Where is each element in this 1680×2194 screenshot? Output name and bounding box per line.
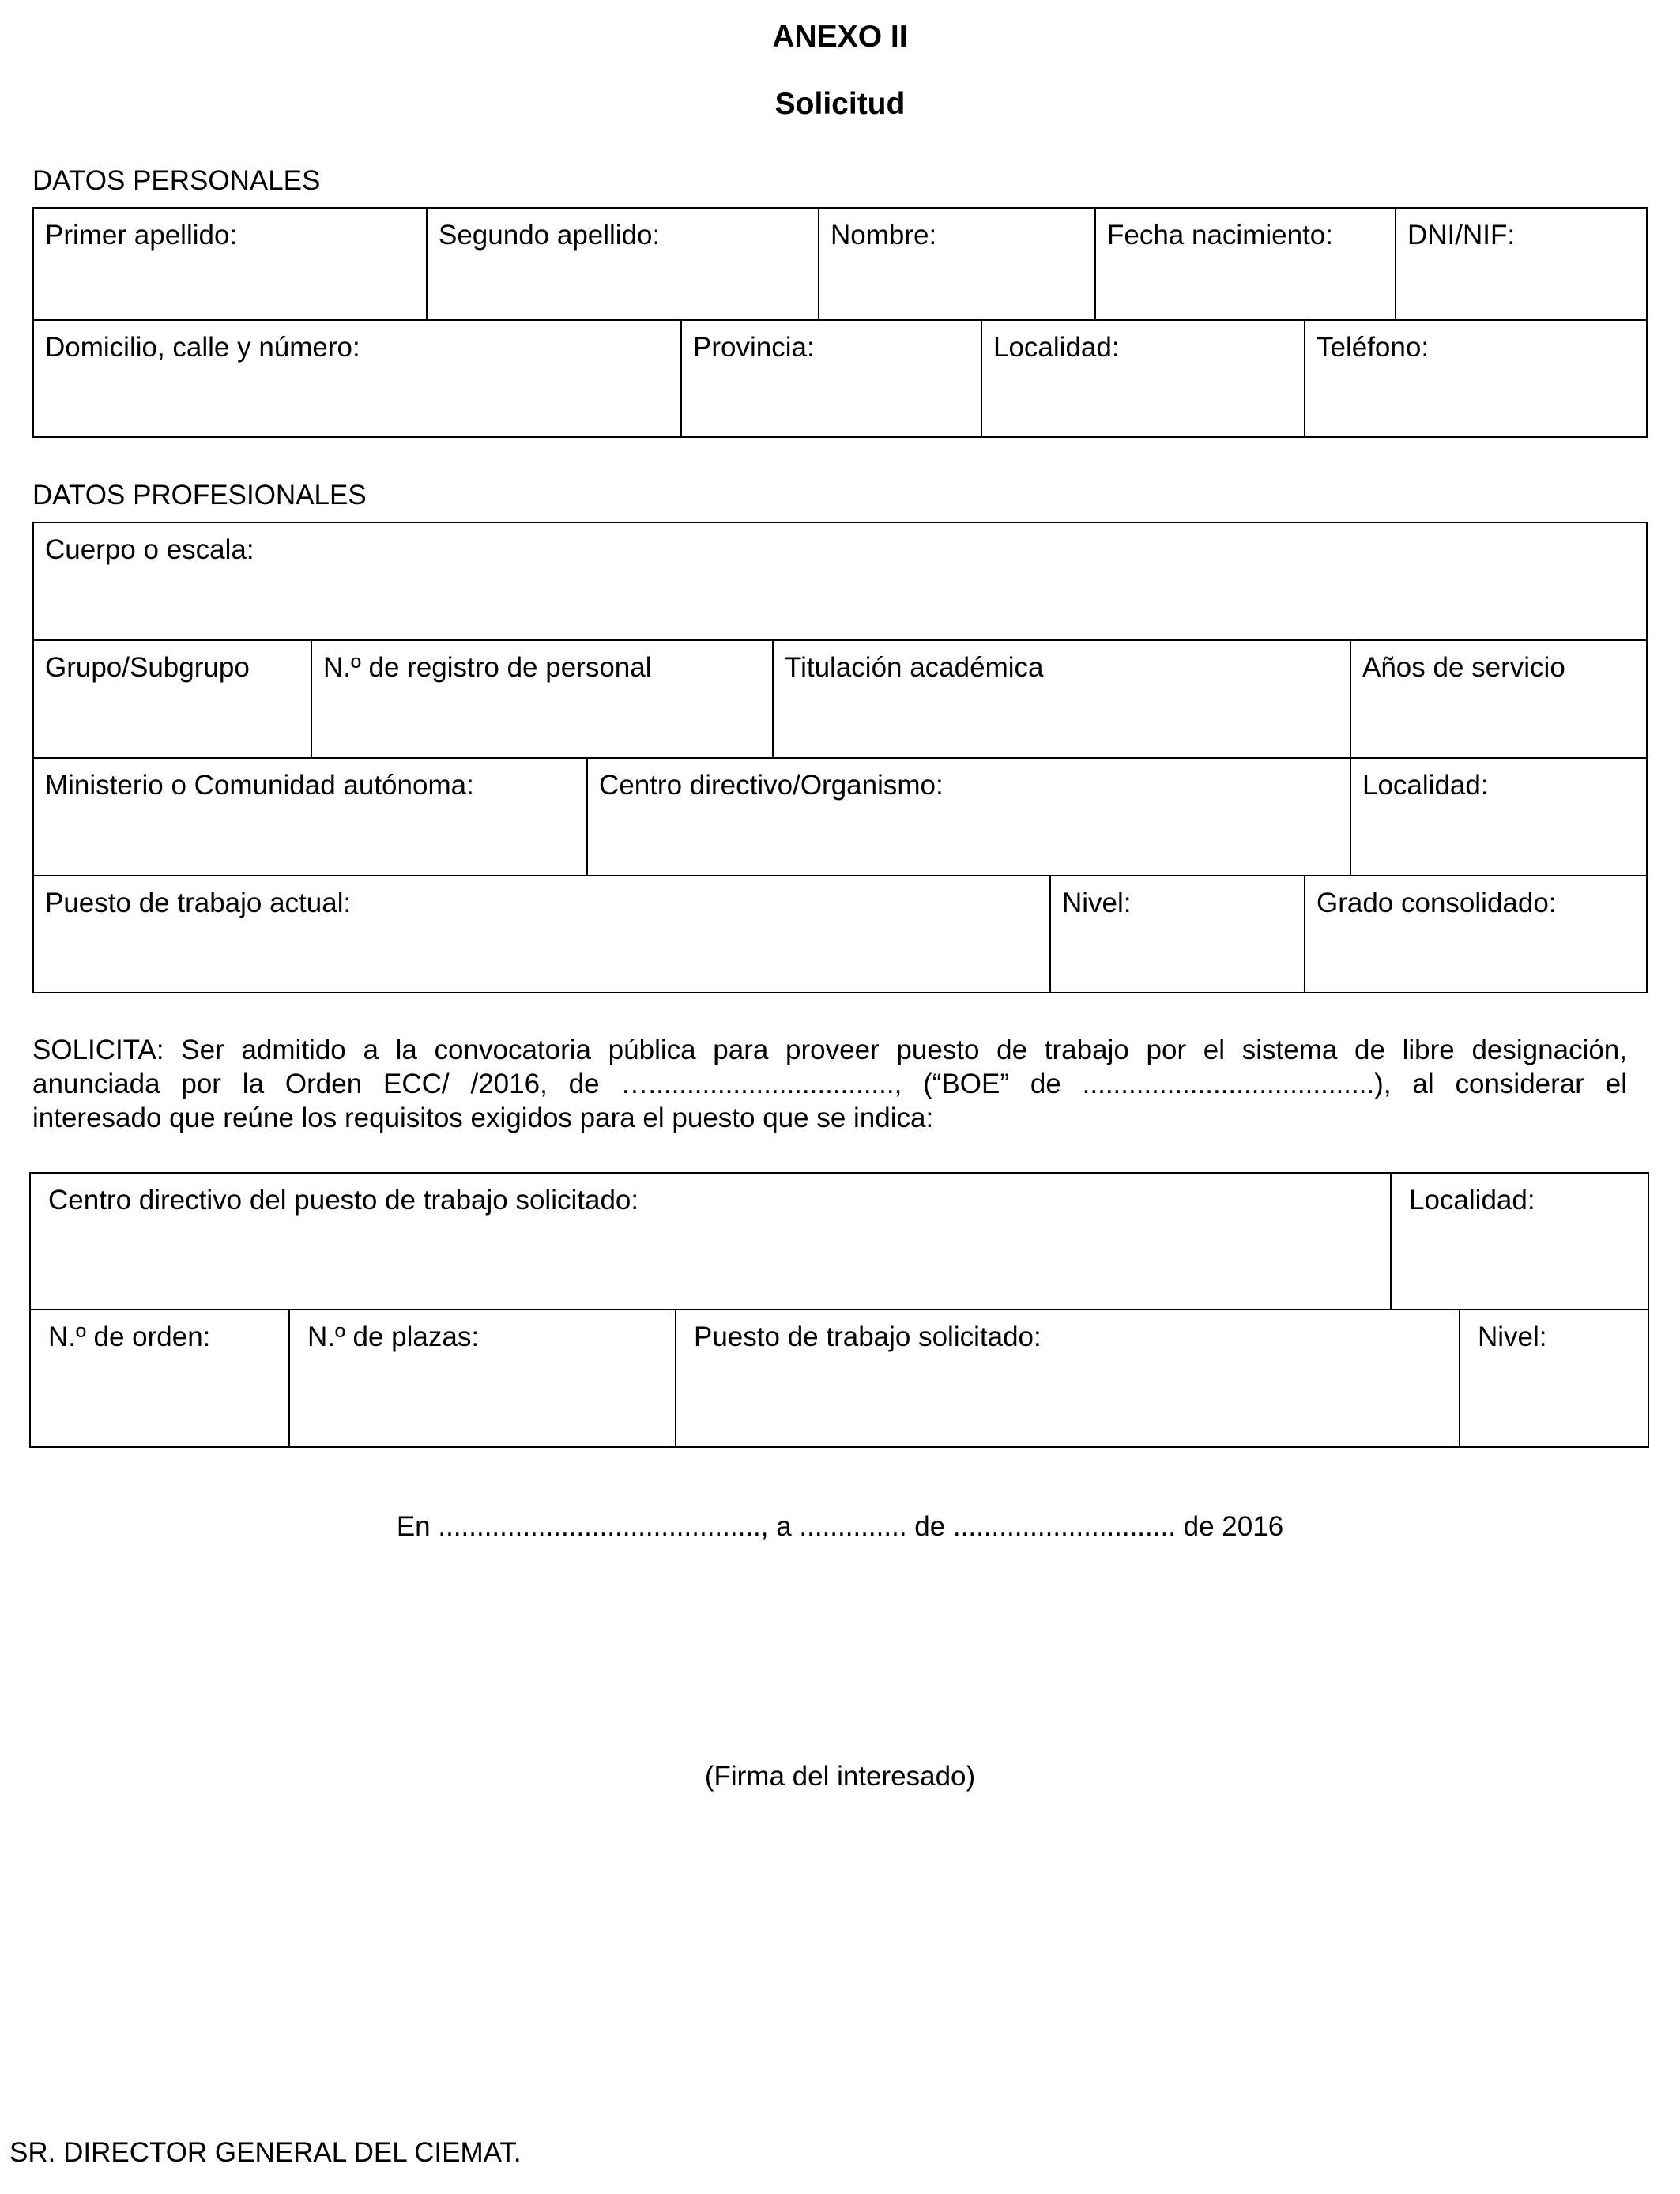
field-current-post[interactable]: [32, 875, 1051, 993]
field-locality[interactable]: [981, 319, 1305, 438]
request-line: SOLICITA: Ser admitido a la convocatoria pública para proveer puesto de trabajo por el sistema de libre designación,: [32, 1035, 1627, 1065]
field-label: Cuerpo o escala:: [45, 534, 254, 565]
field-label: Centro directivo del puesto de trabajo solicitado:: [48, 1185, 639, 1216]
field-label: Provincia:: [693, 332, 815, 363]
field-label: N.º de registro de personal: [323, 652, 652, 683]
field-label: Puesto de trabajo actual:: [45, 888, 352, 918]
field-corps-scale[interactable]: [32, 522, 1648, 641]
field-phone[interactable]: [1304, 319, 1648, 438]
field-label: Años de servicio: [1362, 652, 1565, 683]
field-address[interactable]: [32, 319, 682, 438]
field-label: Ministerio o Comunidad autónoma:: [45, 770, 474, 801]
field-label: Grupo/Subgrupo: [45, 652, 250, 683]
field-dni-nif[interactable]: [1395, 207, 1648, 321]
field-label: DNI/NIF:: [1407, 220, 1516, 251]
professional-section-title: DATOS PROFESIONALES: [32, 480, 367, 511]
field-label: Nivel:: [1478, 1321, 1547, 1352]
field-label: Primer apellido:: [45, 220, 238, 251]
field-group-subgroup[interactable]: [32, 639, 312, 759]
page-subtitle: Solicitud: [774, 87, 906, 121]
addressee: SR. DIRECTOR GENERAL DEL CIEMAT.: [9, 2137, 522, 2168]
field-label: Localidad:: [1409, 1185, 1535, 1216]
field-first-surname[interactable]: [32, 207, 428, 321]
personal-section-title: DATOS PERSONALES: [32, 165, 321, 196]
field-directorate-agency[interactable]: [586, 757, 1351, 876]
field-label: Localidad:: [1362, 770, 1489, 801]
field-province[interactable]: [680, 319, 982, 438]
field-years-of-service[interactable]: [1350, 639, 1648, 759]
field-label: Centro directivo/Organismo:: [599, 770, 944, 801]
field-label: Teléfono:: [1317, 332, 1430, 363]
field-academic-degree[interactable]: [772, 639, 1351, 759]
request-line: anunciada por la Orden ECC/ /2016, de …................................, (“BOE” de ......................................), al considerar el: [32, 1069, 1627, 1099]
field-label: N.º de plazas:: [307, 1321, 480, 1352]
field-label: Domicilio, calle y número:: [45, 332, 360, 363]
field-order-number[interactable]: [29, 1309, 290, 1448]
field-current-level[interactable]: [1049, 875, 1305, 993]
request-line: interesado que reúne los requisitos exigidos para el puesto que se indica:: [32, 1103, 934, 1133]
field-label: Nombre:: [831, 220, 937, 251]
request-paragraph: [32, 1033, 1627, 1135]
field-birth-date[interactable]: [1094, 207, 1396, 321]
signature-caption: (Firma del interesado): [704, 1761, 976, 1792]
field-label: Nivel:: [1062, 888, 1132, 918]
field-professional-locality[interactable]: [1350, 757, 1648, 876]
field-ministry-region[interactable]: [32, 757, 588, 876]
field-label: Grado consolidado:: [1317, 888, 1557, 918]
field-first-name[interactable]: [818, 207, 1096, 321]
field-label: Puesto de trabajo solicitado:: [694, 1321, 1042, 1352]
field-requested-locality[interactable]: [1390, 1172, 1649, 1310]
annex-title: ANEXO II: [772, 20, 908, 54]
field-requested-directorate[interactable]: [29, 1172, 1392, 1310]
field-label: Titulación académica: [785, 652, 1044, 683]
field-requested-post[interactable]: [675, 1309, 1460, 1448]
field-staff-registry-number[interactable]: [311, 639, 774, 759]
field-label: Fecha nacimiento:: [1107, 220, 1333, 251]
place-date-line: En .........................................., a .............. de ............................. de 2016: [396, 1511, 1284, 1542]
field-second-surname[interactable]: [426, 207, 819, 321]
field-label: Localidad:: [993, 332, 1120, 363]
field-label: Segundo apellido:: [439, 220, 661, 251]
field-requested-level[interactable]: [1459, 1309, 1649, 1448]
field-consolidated-grade[interactable]: [1304, 875, 1648, 993]
field-label: N.º de orden:: [48, 1321, 211, 1352]
field-number-of-posts[interactable]: [288, 1309, 676, 1448]
